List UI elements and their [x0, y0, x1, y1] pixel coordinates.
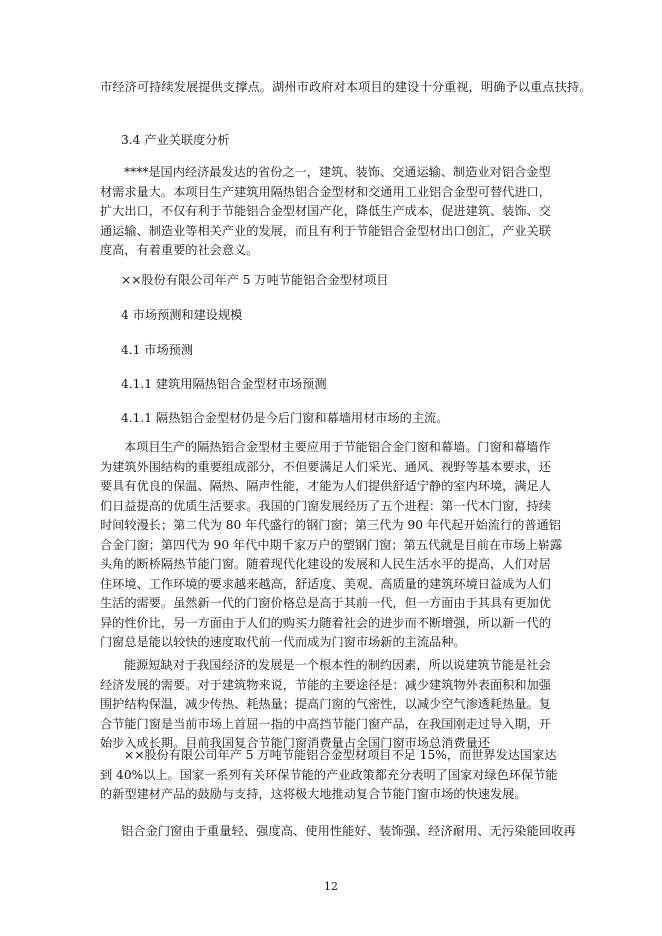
subsection-heading-4-1-1: 4.1.1 隔热铝合金型材仍是今后门窗和幕墙用材市场的主流。 — [121, 411, 449, 425]
top-line: 市经济可持续发展提供支撑点。湖州市政府对本项目的建设十分重视，明确予以重点扶持。 — [100, 80, 592, 94]
paragraph-energy-saving: 能源短缺对于我国经济的发展是一个根本性的制约因素，所以说建筑节能是社会经济发展的需要。对于建筑物来说，节能的主要途径是：减少建筑物外表面积和加强围护结构保温，减少传热、耗热量；提高门窗的气密性，以减少空气渗透耗热量。复合节能门窗是当前市场上首屈一指的中高挡节能门窗产品，在我国刚走过导入期，开始步入成长期。目前我国复合节能门窗消费量占全国门窗市场总消费量还 — [100, 658, 551, 750]
section-3-4-paragraph: ****是国内经济最发达的省份之一，建筑、装饰、交通运输、制造业对铝合金型材需求量大。本项目生产建筑用隔热铝合金型材和交通用工业铝合金型可替代进口，扩大出口，不仅有利于节能铝合金型材国产化，降低生产成本，促进建筑、装饰、交通运输、制造业等相关产业的发展，而且有利于节能铝合金型材出口创汇，产业关联度高，有着重要的社会意义。 — [100, 165, 551, 257]
section-heading-4-1: 4.1 市场预测 — [121, 343, 194, 357]
paragraph-policy: ××股份有限公司年产 5 万吨节能铝合金型材项目不足 15%，而世界发达国家达到 40%以上。国家一系列有关环保节能的产业政策都充分表明了国家对绿色环保节能的新型建材产品的鼓励与支持，这将极大地推动复合节能门窗市场的快速发展。 — [100, 748, 558, 801]
page-number: 12 — [324, 880, 338, 893]
section-heading-4-1-1: 4.1.1 建筑用隔热铝合金型材市场预测 — [121, 377, 327, 391]
paragraph-windows-history: 本项目生产的隔热铝合金型材主要应用于节能铝合金门窗和幕墙。门窗和幕墙作为建筑外围结构的重要组成部分，不但要满足人们采光、通风、视野等基本要求，还要具有优良的保温、隔热、隔声性能，才能为人们提供舒适宁静的室内环境，满足人们日益提高的优质生活要求。我国的门窗发展经历了五个进程：第一代木门窗，持续时间较漫长；第二代为 80 年代盛行的钢门窗；第三代为 90 年代起开始流行的普通铝合金门窗；第四代为 90 年代中期千家万户的塑钢门窗；第五代就是目前在市场上崭露头角的断桥隔热节能门窗。随着现代化建设的发展和人民生活水平的提高，人们对居住环境、工作环境的要求越来越高，舒适度、美观、高质量的建筑环境日益成为人们生活的需要。虽然新一代的门窗价格总是高于其前一代，但一方面由于其具有更加优异的性价比，另一方面由于人们的购买力随着社会的进步而不断增强，所以新一代的门窗总是能以较快的速度取代前一代而成为门窗市场新的主流品种。 — [100, 440, 563, 649]
project-title-line: ××股份有限公司年产 5 万吨节能铝合金型材项目 — [121, 273, 389, 287]
section-heading-3-4: 3.4 产业关联度分析 — [121, 133, 230, 147]
chapter-heading-4: 4 市场预测和建设规模 — [121, 308, 243, 322]
paragraph-aluminum-windows: 铝合金门窗由于重量轻、强度高、使用性能好、装饰强、经济耐用、无污染能回收再 — [121, 824, 576, 838]
